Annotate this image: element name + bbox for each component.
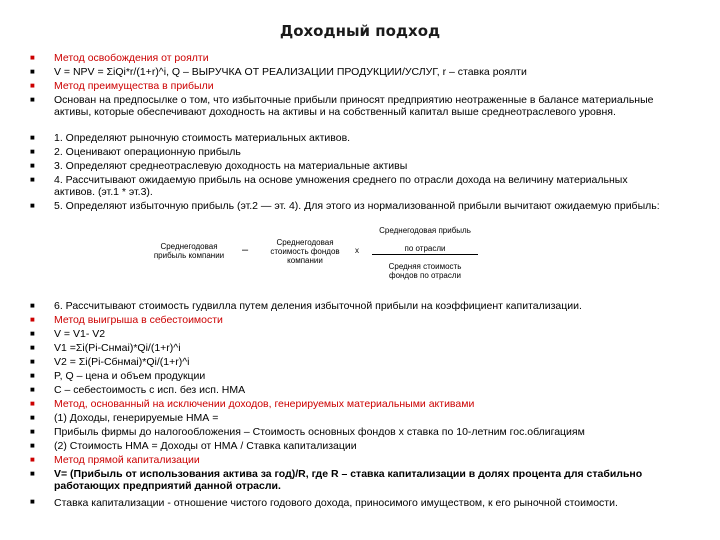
- list-item-text: C – себестоимость с исп. без исп. НМА: [54, 384, 246, 396]
- list-item-text: Метод преимущества в прибыли: [54, 80, 214, 92]
- list-item-text: 2. Оценивают операционную прибыль: [54, 146, 241, 158]
- bullet-icon: ■: [30, 133, 35, 142]
- list-item-text: Метод прямой капитализации: [54, 454, 200, 466]
- list-item-text: (1) Доходы, генерируемые НМА =: [54, 412, 219, 424]
- list-item-text: 6. Рассчитывают стоимость гудвилла путем деления избыточной прибыли на коэффициент капитализации.: [54, 300, 582, 312]
- bullet-icon: ■: [30, 161, 35, 170]
- bullet-icon: ■: [30, 95, 35, 104]
- list-item-text: 4. Рассчитывают ожидаемую прибыль на основе умножения среднего по отрасли дохода на величину материальных активов. (эт.1 * эт.3).: [54, 174, 628, 198]
- list-item-text: 5. Определяют избыточную прибыль (эт.2 — эт. 4). Для этого из нормализованной прибыли вычитают ожидаемую прибыль:: [54, 200, 660, 212]
- bullet-icon: ■: [30, 315, 35, 324]
- bullet-icon: ■: [30, 427, 35, 436]
- formula-industry-profit: Среднегодовая прибыль по отрасли: [379, 226, 471, 253]
- formula-industry-assets: Средняя стоимость фондов по отрасли: [388, 262, 462, 280]
- list-item-text: V = V1- V2: [54, 328, 106, 340]
- bullet-icon: ■: [30, 67, 35, 76]
- bullet-icon: ■: [30, 329, 35, 338]
- bullet-icon: ■: [30, 497, 35, 506]
- list-item-text: V2 = Σi(Pi-Cбнмаi)*Qi/(1+r)^i: [54, 356, 190, 368]
- list-item-text: V= (Прибыль от использования актива за год)/R, где R – ставка капитализации в долях процента для стабильно работающих предприятий данной отрасли.: [54, 468, 643, 492]
- bullet-icon: ■: [30, 441, 35, 450]
- bullet-icon: ■: [30, 343, 35, 352]
- list-item-text: Ставка капитализации - отношение чистого годового дохода, приносимого имуществом, к его рыночной стоимости.: [54, 497, 618, 509]
- list-item-text: V1 =Σi(Pi-Cнмаi)*Qi/(1+r)^i: [54, 342, 181, 354]
- bullet-icon: ■: [30, 385, 35, 394]
- list-item-text: 3. Определяют среднеотраслевую доходность на материальные активы: [54, 160, 408, 172]
- list-item-text: Прибыль фирмы до налогообложения – Стоимость основных фондов х ставка по 10-летним гос.облигациям: [54, 426, 585, 438]
- bullet-icon: ■: [30, 81, 35, 90]
- bullet-icon: ■: [30, 413, 35, 422]
- bullet-icon: ■: [30, 201, 35, 210]
- formula-company-assets: Среднегодовая стоимость фондов компании: [270, 238, 340, 265]
- page-title: Доходный подход: [279, 22, 441, 40]
- list-item-text: P, Q – цена и объем продукции: [54, 370, 206, 382]
- bullet-icon: ■: [30, 371, 35, 380]
- bullet-icon: ■: [30, 399, 35, 408]
- list-item-text: V = NPV = ΣiQi*r/(1+r)^i, Q – ВЫРУЧКА ОТ РЕАЛИЗАЦИИ ПРОДУКЦИИ/УСЛУГ, r – ставка роялти: [54, 66, 527, 78]
- list-item-text: Метод выигрыша в себестоимости: [54, 314, 223, 326]
- bullet-icon: ■: [30, 53, 35, 62]
- list-item-text: Метод, основанный на исключении доходов, генерируемых материальными активами: [54, 398, 475, 410]
- excess-profit-formula: [150, 222, 650, 282]
- list-item-text: Основан на предпосылке о том, что избыточные прибыли приносят предприятию неотраженные в балансе материальные активы, которые обеспечивают доходность на активы и на собственный капитал выше среднеотраслевого уровня.: [54, 94, 654, 118]
- list-item-text: Метод освобождения от роялти: [54, 52, 209, 64]
- bullet-icon: ■: [30, 175, 35, 184]
- bullet-icon: ■: [30, 469, 35, 478]
- formula-times: х: [355, 246, 359, 255]
- list-item-text: 1. Определяют рыночную стоимость материальных активов.: [54, 132, 351, 144]
- bullet-icon: ■: [30, 301, 35, 310]
- bullet-icon: ■: [30, 455, 35, 464]
- formula-company-profit: Среднегодовая прибыль компании: [153, 242, 225, 260]
- formula-fraction-line: [372, 254, 478, 255]
- list-item-text: (2) Стоимость НМА = Доходы от НМА / Ставка капитализации: [54, 440, 357, 452]
- formula-minus: –: [242, 244, 249, 256]
- bullet-icon: ■: [30, 357, 35, 366]
- bullet-icon: ■: [30, 147, 35, 156]
